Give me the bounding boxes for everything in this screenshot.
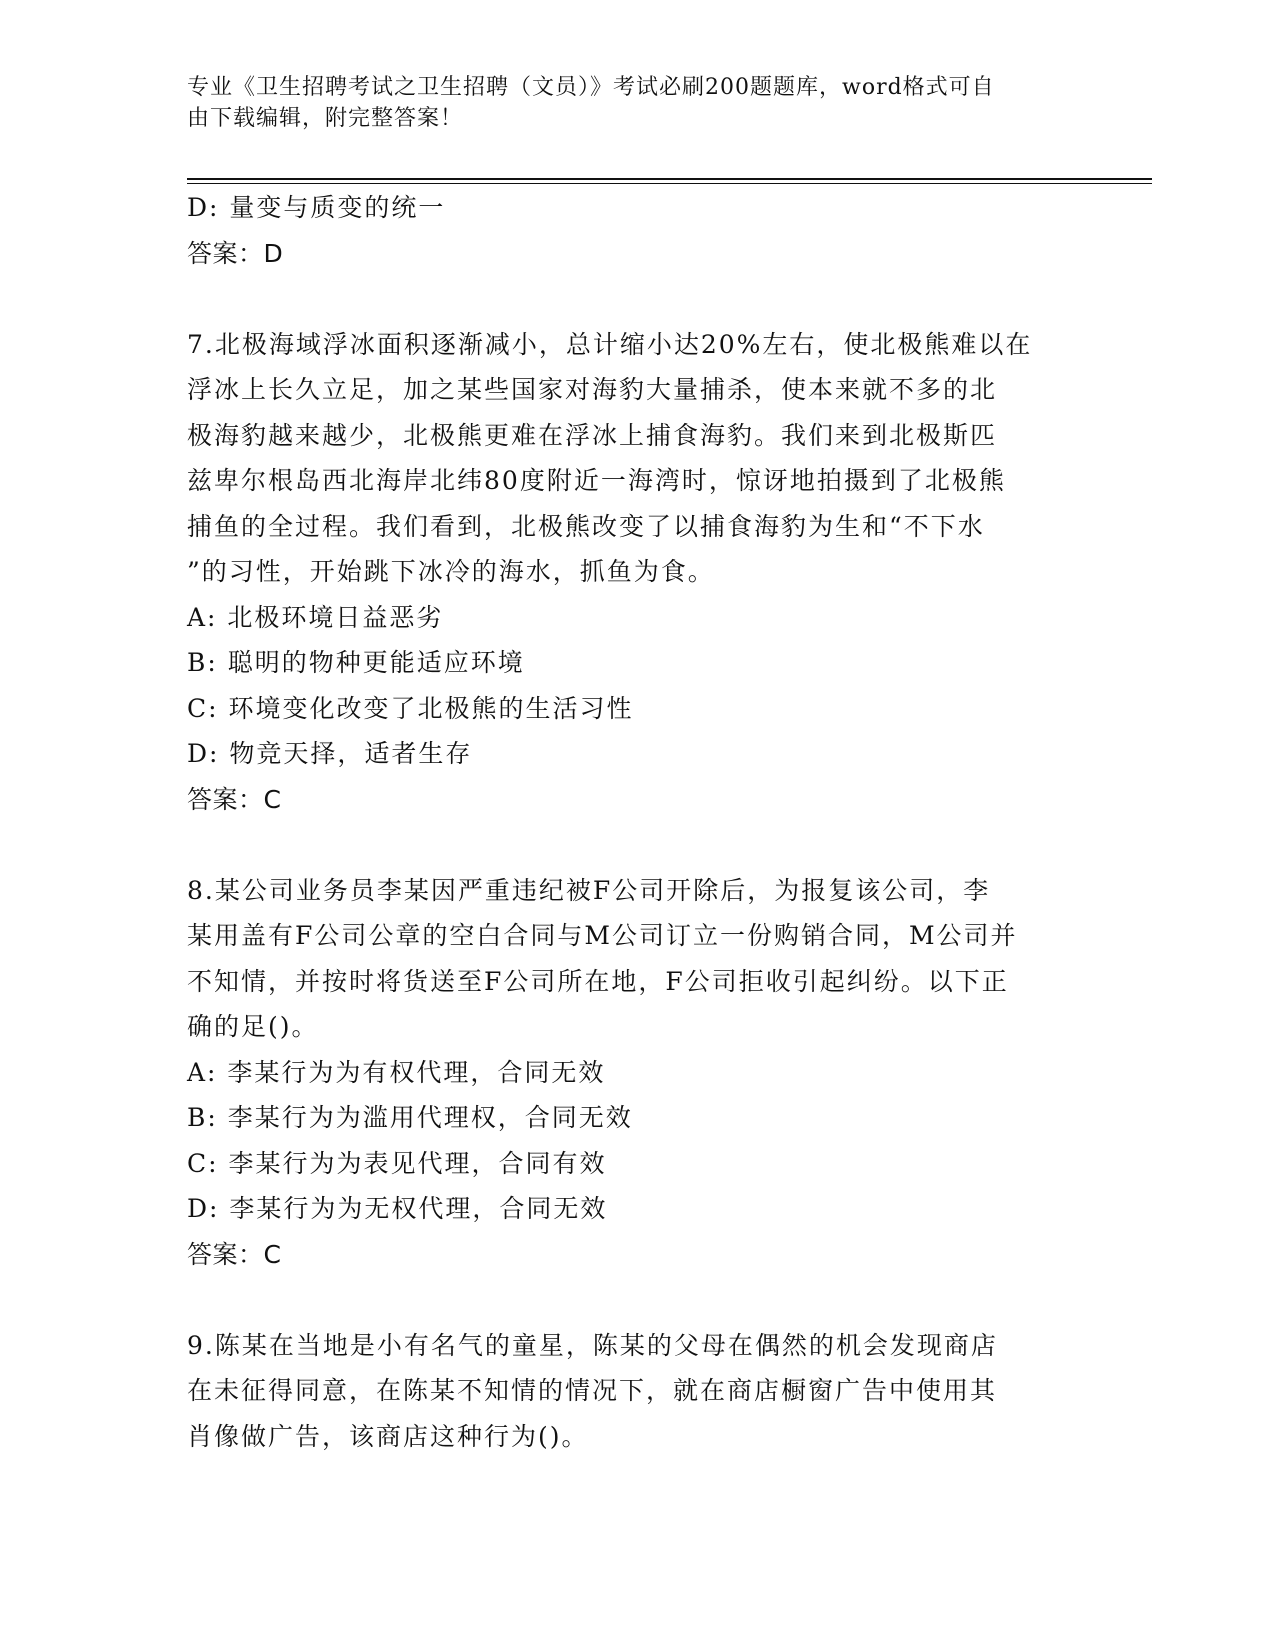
- question-stem-line: 7.北极海域浮冰面积逐渐减小，总计缩小达20%左右，使北极熊难以在: [187, 329, 1033, 359]
- question-stem-line: 极海豹越来越少，北极熊更难在浮冰上捕食海豹。我们来到北极斯匹: [187, 420, 998, 450]
- option-c: C: 环境变化改变了北极熊的生活习性: [187, 693, 634, 723]
- question-7: [187, 322, 1087, 823]
- question-8: [187, 868, 1087, 1278]
- question-stem-line: 肖像做广告，该商店这种行为()。: [187, 1421, 589, 1451]
- question-stem-line: ”的习性，开始跳下冰冷的海水，抓鱼为食。: [187, 557, 715, 586]
- option-d: D: 物竞天择，适者生存: [187, 739, 473, 768]
- answer-line: 答案：C: [187, 784, 282, 814]
- question-9: [187, 1323, 1087, 1460]
- header-divider-thick: [187, 178, 1152, 180]
- option-b: B: 聪明的物种更能适应环境: [187, 648, 525, 677]
- option-d: D: 量变与质变的统一: [187, 193, 446, 222]
- question-stem-line: 不知情，并按时将货送至F公司所在地，F公司拒收引起纠纷。以下正: [187, 966, 1009, 996]
- question-stem-line: 兹卑尔根岛西北海岸北纬80度附近一海湾时，惊讶地拍摄到了北极熊: [187, 466, 1006, 495]
- question-stem-line: 9.陈某在当地是小有名气的童星，陈某的父母在偶然的机会发现商店: [187, 1330, 998, 1360]
- document-body: [187, 185, 1087, 1459]
- question-stem-line: 在未征得同意，在陈某不知情的情况下，就在商店橱窗广告中使用其: [187, 1376, 998, 1405]
- question-stem-line: 确的足()。: [187, 1012, 319, 1041]
- option-a: A: 李某行为为有权代理，合同无效: [187, 1057, 606, 1087]
- answer-line: 答案：C: [187, 1239, 282, 1269]
- question-stem-line: 8.某公司业务员李某因严重违纪被F公司开除后，为报复该公司，李: [187, 875, 991, 905]
- option-b: B: 李某行为为滥用代理权，合同无效: [187, 1103, 633, 1132]
- header-line-1: 专业《卫生招聘考试之卫生招聘（文员）》考试必刷200题题库，word格式可自: [187, 75, 995, 100]
- option-a: A: 北极环境日益恶劣: [187, 602, 444, 632]
- spacer: [187, 822, 1087, 868]
- header-line-2: 由下载编辑，附完整答案！: [187, 106, 464, 131]
- question-stem-line: 某用盖有F公司公章的空白合同与M公司订立一份购销合同，M公司并: [187, 921, 1018, 950]
- question-stem-line: 浮冰上长久立足，加之某些国家对海豹大量捕杀，使本来就不多的北: [187, 375, 998, 404]
- spacer: [187, 1277, 1087, 1323]
- question-stem-line: 捕鱼的全过程。我们看到，北极熊改变了以捕食海豹为生和“不下水: [187, 511, 985, 541]
- option-c: C: 李某行为为表见代理，合同有效: [187, 1148, 607, 1178]
- page-header: [187, 72, 1087, 134]
- option-d: D: 李某行为为无权代理，合同无效: [187, 1194, 608, 1223]
- answer-line: 答案：D: [187, 238, 284, 268]
- spacer: [187, 276, 1087, 322]
- header-divider-thin: [187, 183, 1152, 184]
- previous-question-tail: [187, 185, 1087, 276]
